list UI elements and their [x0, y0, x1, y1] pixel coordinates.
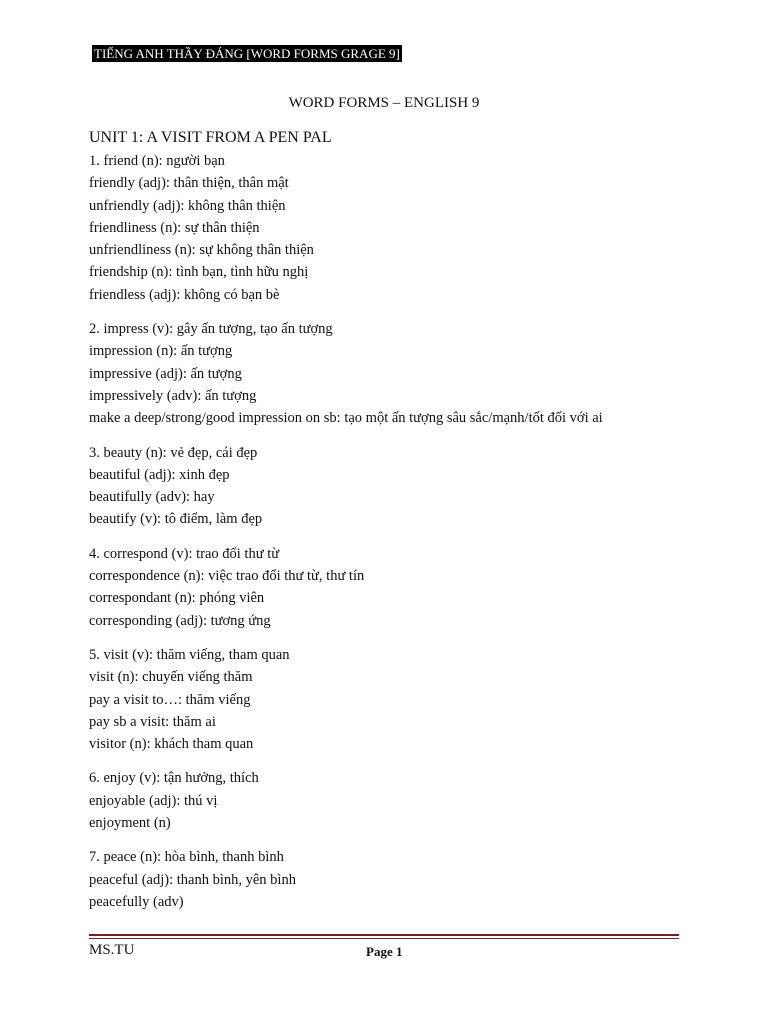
word-entry: make a deep/strong/good impression on sb: tạo một ấn tượng sâu sắc/mạnh/tốt đối với ai: [89, 410, 603, 427]
word-section-7: [89, 846, 689, 913]
word-entry: beautify (v): tô điểm, làm đẹp: [89, 511, 263, 528]
word-section-1: [89, 150, 689, 306]
word-entry: friendless (adj): không có bạn bè: [89, 286, 280, 303]
word-entry: impression (n): ấn tượng: [89, 343, 233, 360]
word-entry-heading: 5. visit (v): thăm viếng, tham quan: [89, 646, 290, 663]
word-entry: correspondence (n): việc trao đổi thư từ, thư tín: [89, 568, 365, 585]
word-entry: impressive (adj): ấn tượng: [89, 365, 242, 382]
word-entry: visitor (n): khách tham quan: [89, 736, 254, 753]
word-entry: pay a visit to…: thăm viếng: [89, 691, 251, 708]
word-entry: friendly (adj): thân thiện, thân mật: [89, 175, 289, 192]
word-section-2: [89, 318, 689, 429]
footer-rule: [89, 934, 679, 936]
word-entry: enjoyable (adj): thú vị: [89, 792, 218, 809]
word-entry: beautifully (adv): hay: [89, 489, 215, 506]
word-entry-heading: 4. correspond (v): trao đổi thư từ: [89, 545, 280, 562]
word-entry: peaceful (adj): thanh bình, yên bình: [89, 871, 296, 888]
document-title: WORD FORMS – ENGLISH 9: [288, 95, 480, 111]
word-entry-heading: 7. peace (n): hòa bình, thanh bình: [89, 849, 284, 866]
word-section-5: [89, 644, 689, 755]
word-entry: impressively (adv): ấn tượng: [89, 387, 257, 404]
word-entry: enjoyment (n): [89, 815, 171, 832]
word-entry-heading: 1. friend (n): người bạn: [89, 153, 225, 169]
word-entry: unfriendly (adj): không thân thiện: [89, 197, 286, 214]
word-entry: friendliness (n): sự thân thiện: [89, 219, 260, 236]
footer-rule-thin: [89, 938, 679, 939]
word-section-4: [89, 543, 689, 632]
page-number: Page 1: [366, 944, 403, 959]
footer-author: MS.TU: [89, 942, 135, 958]
unit-title: UNIT 1: A VISIT FROM A PEN PAL: [89, 129, 332, 146]
word-entry-heading: 6. enjoy (v): tận hưởng, thích: [89, 770, 259, 787]
word-entry: peacefully (adv): [89, 893, 184, 910]
header-band: TIẾNG ANH THẦY ĐÁNG [WORD FORMS GRAGE 9]: [94, 46, 400, 61]
word-entry: unfriendliness (n): sự không thân thiện: [89, 242, 314, 259]
word-entry: correspondant (n): phóng viên: [89, 590, 265, 607]
word-section-3: [89, 442, 689, 531]
word-entry-heading: 3. beauty (n): vẻ đẹp, cái đẹp: [89, 444, 258, 461]
word-forms-list: [89, 150, 689, 925]
word-entry: corresponding (adj): tương ứng: [89, 612, 271, 629]
word-entry: pay sb a visit: thăm ai: [89, 713, 216, 730]
word-section-6: [89, 767, 689, 834]
word-entry-heading: 2. impress (v): gây ấn tượng, tạo ấn tượng: [89, 321, 333, 338]
word-entry: visit (n): chuyến viếng thăm: [89, 669, 253, 686]
word-entry: friendship (n): tình bạn, tình hữu nghị: [89, 264, 309, 281]
word-entry: beautiful (adj): xinh đẹp: [89, 466, 230, 483]
